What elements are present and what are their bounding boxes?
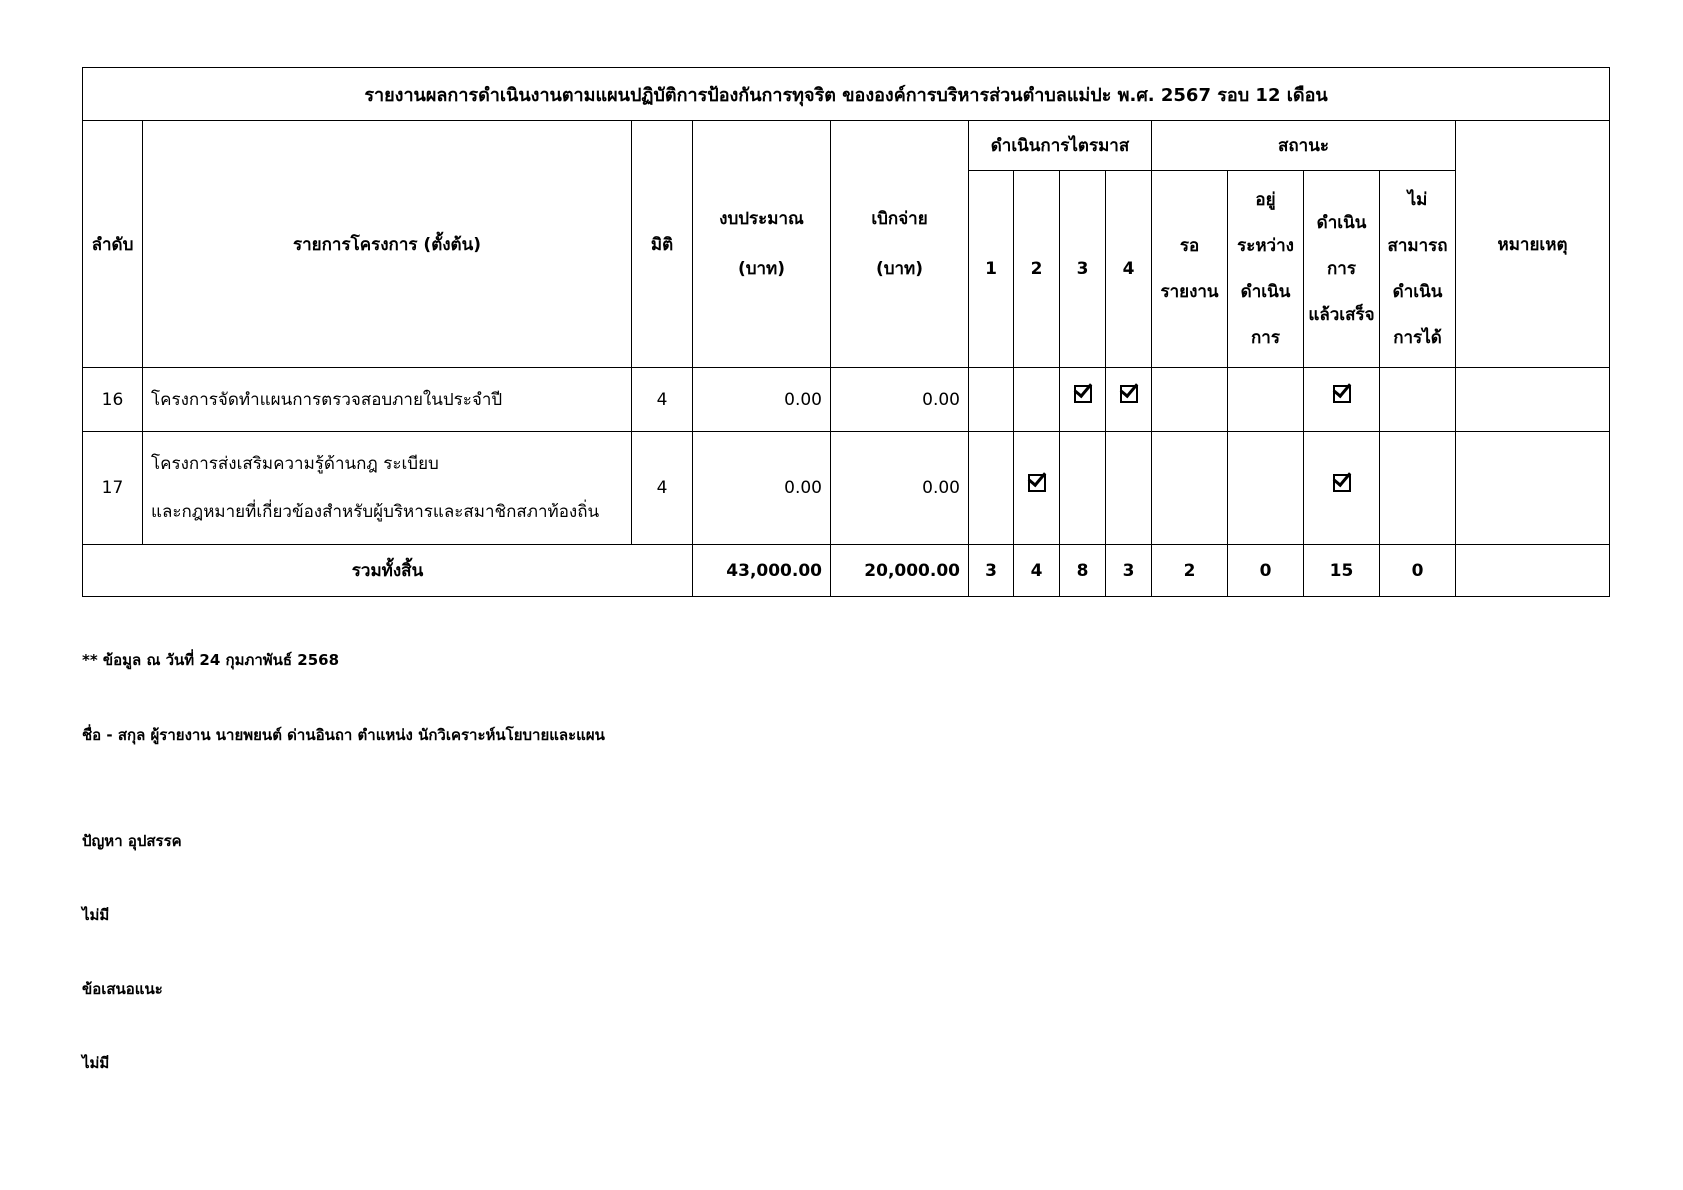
total-q1: 3 xyxy=(969,545,1014,597)
header-status-inprogress-line4: การ xyxy=(1251,328,1280,348)
header-status-done-line2: การ xyxy=(1327,259,1356,279)
row-no: 16 xyxy=(83,368,143,432)
header-disbursed xyxy=(831,121,969,368)
header-status-inprogress-line1: อยู่ xyxy=(1255,190,1276,210)
row-q4 xyxy=(1106,368,1152,432)
row-dimension: 4 xyxy=(632,368,693,432)
row-status-done xyxy=(1304,368,1380,432)
total-label: รวมทั้งสิ้น xyxy=(83,545,693,597)
row-status-done xyxy=(1304,432,1380,545)
header-status-inprogress-line2: ระหว่าง xyxy=(1237,236,1294,256)
table-row xyxy=(83,368,1610,432)
suggestions-value: ไม่มี xyxy=(82,1054,110,1072)
checkbox-checked-icon xyxy=(1120,385,1138,403)
row-status-wait xyxy=(1152,432,1228,545)
total-q2: 4 xyxy=(1014,545,1060,597)
total-budget: 43,000.00 xyxy=(693,545,831,597)
header-budget xyxy=(693,121,831,368)
row-project: โครงการจัดทำแผนการตรวจสอบภายในประจำปี xyxy=(143,368,632,432)
header-status-wait-line1: รอ xyxy=(1179,236,1200,256)
row-q4 xyxy=(1106,432,1152,545)
row-status-wait xyxy=(1152,368,1228,432)
row-q3 xyxy=(1060,368,1106,432)
header-status-wait-line2: รายงาน xyxy=(1160,282,1219,302)
total-wait: 2 xyxy=(1152,545,1228,597)
total-disbursed: 20,000.00 xyxy=(831,545,969,597)
row-project-line1: โครงการส่งเสริมความรู้ด้านกฎ ระเบียบ xyxy=(151,454,439,474)
header-status-cannot-line3: ดำเนิน xyxy=(1392,282,1443,302)
total-inprogress: 0 xyxy=(1228,545,1304,597)
row-disbursed: 0.00 xyxy=(831,432,969,545)
header-status-cannot-line1: ไม่ xyxy=(1407,190,1428,210)
row-q1 xyxy=(969,432,1014,545)
table-row xyxy=(83,432,1610,545)
total-cannot: 0 xyxy=(1380,545,1456,597)
header-remarks: หมายเหตุ xyxy=(1456,121,1610,368)
checkbox-checked-icon xyxy=(1333,474,1351,492)
problems-value: ไม่มี xyxy=(82,906,110,924)
row-dimension: 4 xyxy=(632,432,693,545)
row-remarks xyxy=(1456,432,1610,545)
header-status-cannot-line2: สามารถ xyxy=(1387,236,1448,256)
total-remarks xyxy=(1456,545,1610,597)
total-q3: 8 xyxy=(1060,545,1106,597)
row-q1 xyxy=(969,368,1014,432)
total-row xyxy=(83,545,1610,597)
problems-label: ปัญหา อุปสรรค xyxy=(82,832,182,850)
header-project: รายการโครงการ (ตั้งต้น) xyxy=(143,121,632,368)
row-project xyxy=(143,432,632,545)
header-status-cannot xyxy=(1380,171,1456,368)
header-quarter-3: 3 xyxy=(1060,171,1106,368)
header-budget-line1: งบประมาณ xyxy=(719,209,804,229)
data-date-note: ** ข้อมูล ณ วันที่ 24 กุมภาพันธ์ 2568 xyxy=(82,651,340,669)
total-done: 15 xyxy=(1304,545,1380,597)
header-status-inprogress-line3: ดำเนิน xyxy=(1240,282,1291,302)
header-status-cannot-line4: การได้ xyxy=(1393,328,1442,348)
row-q2 xyxy=(1014,368,1060,432)
checkbox-checked-icon xyxy=(1333,385,1351,403)
header-quarter-2: 2 xyxy=(1014,171,1060,368)
header-status-done-line3: แล้วเสร็จ xyxy=(1308,305,1375,325)
row-q2 xyxy=(1014,432,1060,545)
checkbox-checked-icon xyxy=(1074,385,1092,403)
header-disbursed-line2: (บาท) xyxy=(875,259,924,279)
header-quarter-1: 1 xyxy=(969,171,1014,368)
report-table xyxy=(82,67,1610,597)
checkbox-checked-icon xyxy=(1028,474,1046,492)
row-q3 xyxy=(1060,432,1106,545)
total-q4: 3 xyxy=(1106,545,1152,597)
header-status-inprogress xyxy=(1228,171,1304,368)
header-dimension: มิติ xyxy=(632,121,693,368)
header-status-group: สถานะ xyxy=(1152,121,1456,171)
row-status-cannot xyxy=(1380,368,1456,432)
row-status-inprogress xyxy=(1228,432,1304,545)
row-disbursed: 0.00 xyxy=(831,368,969,432)
header-budget-line2: (บาท) xyxy=(737,259,786,279)
header-quarter-group: ดำเนินการไตรมาส xyxy=(969,121,1152,171)
row-no: 17 xyxy=(83,432,143,545)
row-budget: 0.00 xyxy=(693,368,831,432)
header-quarter-4: 4 xyxy=(1106,171,1152,368)
header-status-wait xyxy=(1152,171,1228,368)
row-remarks xyxy=(1456,368,1610,432)
row-status-inprogress xyxy=(1228,368,1304,432)
header-status-done xyxy=(1304,171,1380,368)
row-project-line2: และกฎหมายที่เกี่ยวข้องสำหรับผู้บริหารและสมาชิกสภาท้องถิ่น xyxy=(151,502,600,522)
header-disbursed-line1: เบิกจ่าย xyxy=(871,209,928,229)
suggestions-label: ข้อเสนอแนะ xyxy=(82,980,163,998)
report-title: รายงานผลการดำเนินงานตามแผนปฏิบัติการป้องกันการทุจริต ขององค์การบริหารส่วนตำบลแม่ปะ พ.ศ. 2567 รอบ 12 เดือน xyxy=(83,68,1610,121)
reporter-note: ชื่อ - สกุล ผู้รายงาน นายพยนต์ ด่านอินถา ตำแหน่ง นักวิเคราะห์นโยบายและแผน xyxy=(82,726,605,744)
row-status-cannot xyxy=(1380,432,1456,545)
row-budget: 0.00 xyxy=(693,432,831,545)
header-status-done-line1: ดำเนิน xyxy=(1316,213,1367,233)
header-no: ลำดับ xyxy=(83,121,143,368)
